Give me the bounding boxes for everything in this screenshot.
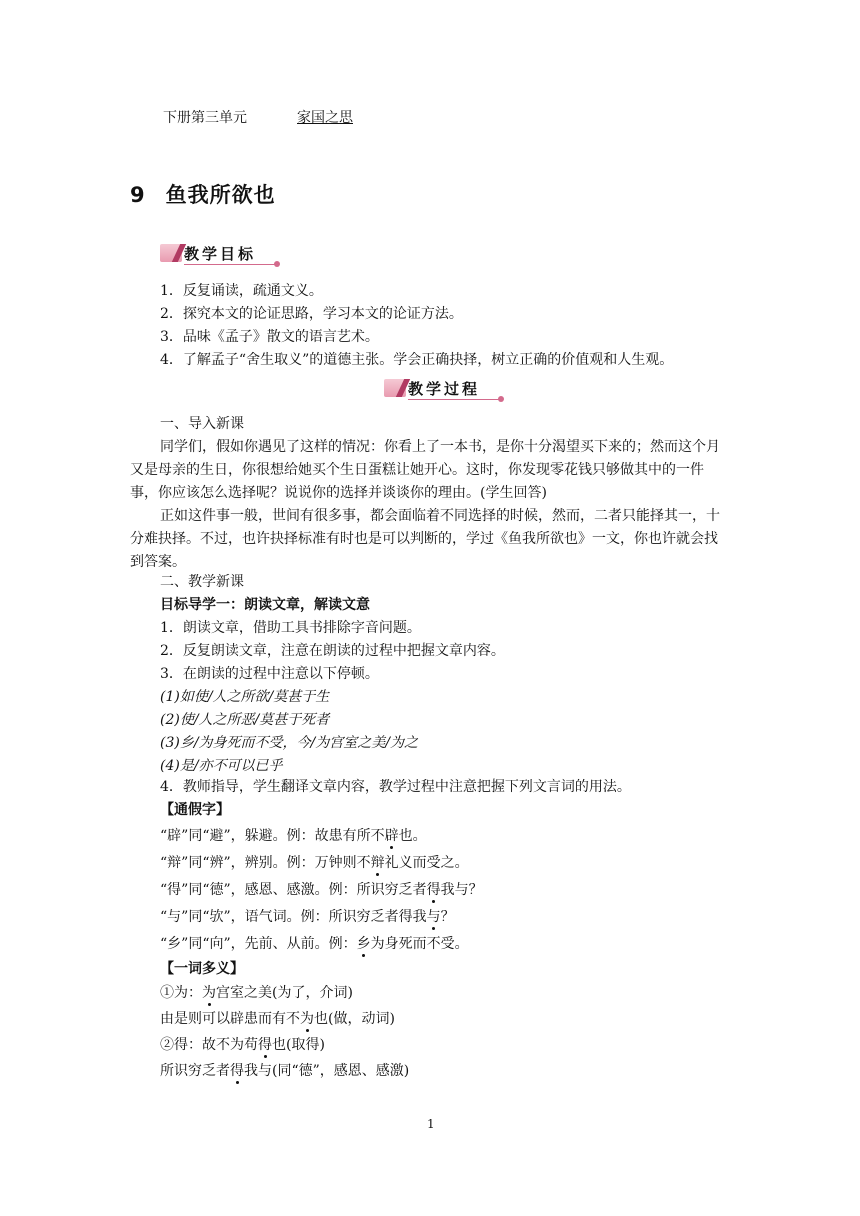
- tongjia-text: “辟”同“避”，躲避。例：故患有所不: [160, 828, 385, 844]
- emphasis-char: 辩: [370, 855, 385, 871]
- tongjia-text: ？: [440, 909, 455, 925]
- tongjia-heading: 【通假字】: [160, 802, 230, 818]
- header-theme: 家国之思: [297, 110, 353, 126]
- yici-item: [160, 1035, 325, 1055]
- section-intro-heading: 一、导入新课: [160, 416, 244, 432]
- goals-banner-label: 教学目标: [184, 245, 257, 263]
- tongjia-item: [160, 853, 469, 873]
- goal-guide-1-heading: 目标导学一：朗读文章，解读文意: [160, 597, 370, 613]
- tongjia-text: 礼义而受之。: [384, 855, 469, 871]
- yici-text: 也(做，动词): [314, 1011, 395, 1027]
- emphasis-char: 为: [300, 1011, 314, 1027]
- yici-text: 也(取得): [272, 1037, 325, 1053]
- goal-2: 2．探究本文的论证思路，学习本文的论证方法。: [160, 306, 463, 322]
- yici-item: [160, 983, 353, 1003]
- emphasis-char: 得: [258, 1037, 272, 1053]
- yici-item: [160, 1061, 409, 1081]
- step-3: 3．在朗读的过程中注意以下停顿。: [160, 666, 379, 682]
- intro-paragraph-1: 同学们，假如你遇见了这样的情况：你看上了一本书，是你十分渴望买下来的；然而这个月又是母亲的生日，你很想给她买个生日蛋糕让她开心。这时，你发现零花钱只够做其中的一件事，你应该怎么选择呢？说说你的选择并谈谈你的理由。(学生回答): [130, 439, 720, 501]
- section-new-lesson-heading: 二、教学新课: [160, 574, 244, 590]
- tongjia-text: “得”同“德”，感恩、感激。例：所识穷乏者: [160, 882, 427, 898]
- pause-1: (1)如使/人之所欲/莫甚于生: [160, 689, 330, 705]
- step-1: 1．朗读文章，借助工具书排除字音问题。: [160, 620, 421, 636]
- step-2: 2．反复朗读文章，注意在朗读的过程中把握文章内容。: [160, 643, 505, 659]
- goals-banner: [160, 240, 285, 268]
- yici-text: 所识穷乏者: [160, 1063, 230, 1079]
- yici-text: ①为：: [160, 985, 202, 1001]
- step-4: 4．教师指导，学生翻译文章内容，教学过程中注意把握下列文言词的用法。: [160, 779, 631, 795]
- emphasis-char: 得: [230, 1063, 244, 1079]
- emphasis-char: 乡: [356, 936, 371, 952]
- emphasis-char: 得: [426, 882, 441, 898]
- tongjia-text: 也。: [398, 828, 427, 844]
- pause-3: (3)乡/为身死而不受，今/为宫室之美/为之: [160, 735, 418, 751]
- tongjia-text: “辩”同“辨”，辨别。例：万钟则不: [160, 855, 371, 871]
- emphasis-char: 辟: [384, 828, 399, 844]
- emphasis-char: 与: [426, 909, 441, 925]
- yici-heading: 【一词多义】: [160, 961, 244, 977]
- page-number: 1: [427, 1117, 435, 1131]
- yici-text: 宫室之美(为了，介词): [216, 985, 353, 1001]
- yici-text: ②得：故不为苟: [160, 1037, 258, 1053]
- tongjia-text: 为身死而不受。: [370, 936, 469, 952]
- lesson-title-text: 鱼我所欲也: [165, 183, 276, 207]
- goal-1: 1．反复诵读，疏通文义。: [160, 283, 323, 299]
- emphasis-char: 为: [202, 985, 216, 1001]
- tongjia-item: [160, 826, 427, 846]
- pause-4: (4)是/亦不可以已乎: [160, 758, 283, 774]
- lesson-title: [130, 179, 276, 209]
- tongjia-item: [160, 880, 483, 900]
- yici-text: 由是则可以辟患而有不: [160, 1011, 300, 1027]
- yici-item: [160, 1009, 395, 1029]
- tongjia-text: 我与？: [440, 882, 483, 898]
- intro-paragraph-2: 正如这件事一般，世间有很多事，都会面临着不同选择的时候，然而，二者只能择其一，十分难抉择。不过，也许抉择标准有时也是可以判断的，学过《鱼我所欲也》一文，你也许就会找到答案。: [130, 508, 720, 570]
- lesson-number: 9: [130, 183, 146, 207]
- yici-text: 我与(同“德”，感恩、感激): [244, 1063, 410, 1079]
- goal-4: 4．了解孟子“舍生取义”的道德主张。学会正确抉择，树立正确的价值观和人生观。: [160, 352, 674, 368]
- tongjia-item: [160, 907, 455, 927]
- tongjia-text: “乡”同“向”，先前、从前。例：: [160, 936, 357, 952]
- header-unit: 下册第三单元: [163, 110, 247, 126]
- goal-3: 3．品味《孟子》散文的语言艺术。: [160, 329, 379, 345]
- tongjia-text: “与”同“欤”，语气词。例：所识穷乏者得我: [160, 909, 427, 925]
- process-banner: [384, 375, 509, 403]
- pause-2: (2)使/人之所恶/莫甚于死者: [160, 712, 330, 728]
- process-banner-label: 教学过程: [408, 380, 481, 398]
- tongjia-item: [160, 934, 469, 954]
